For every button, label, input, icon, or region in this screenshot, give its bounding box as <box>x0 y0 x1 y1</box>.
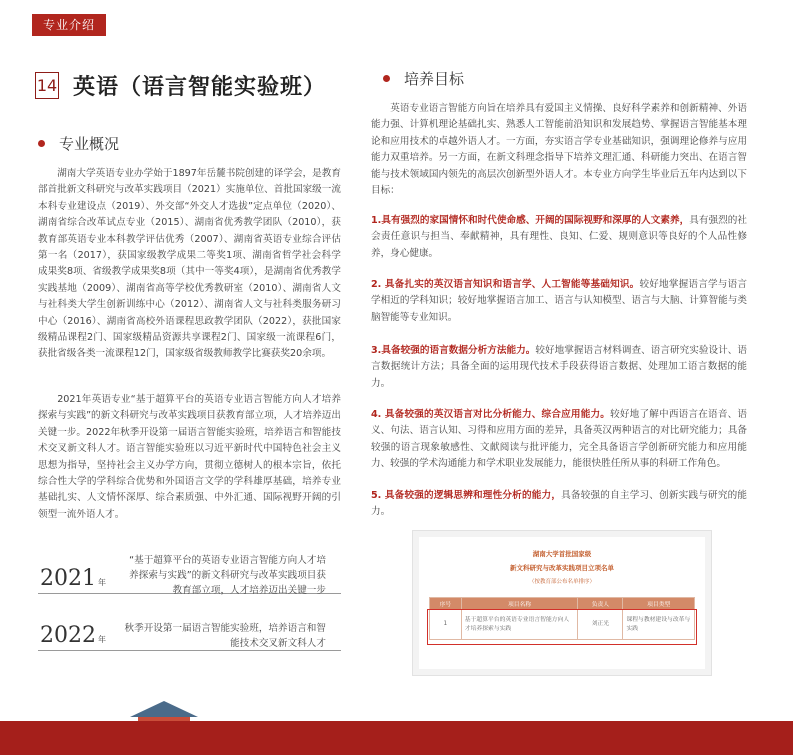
table-header-row <box>430 598 695 610</box>
overview-heading <box>38 133 119 154</box>
timeline-text-2021: “基于超算平台的英语专业语言智能方向人才培养探索与实践”的新文科研究与改革实践项目获教育部立项，人才培养迈出关键一步 <box>129 555 326 596</box>
project-list-sheet <box>419 537 705 669</box>
overview-paragraph-2: 2021年英语专业“基于超算平台的英语专业语言智能方向人才培养探索与实践”的新文科研究与改革实践项目获教育部立项，人才培养迈出关键一步。2022年秋季开设第一届语言智能实验班，培养语言和智能技术交叉新文科人才。语言智能实验班以习近平新时代中国特色社会主义思想为指导，坚持社会主义办学方向，贯彻立德树人的根本宗旨，依托综合性大学的学科综合优势和外国语言文学的学科雄厚基础，培养专业基础扎实、人文情怀深厚、综合素质强、中外汇通、国际视野开阔的引领型一流外语人才。 <box>38 394 341 520</box>
table-cell: 基于超算平台的英语专业语言智能方向人才培养探索与实践 <box>461 610 578 640</box>
goal-item-1-text: 具有强烈的社会责任意识与担当、奉献精神，具有理性、良知、仁爱、规则意识等良好的个人品性修养，身心健康。 <box>371 215 748 259</box>
page-title <box>35 70 326 101</box>
table-cell: 刘正光 <box>578 610 623 640</box>
goal-item-4-highlight: 4. 具备较强的英汉语言对比分析能力、综合应用能力。 <box>371 409 611 420</box>
bullet-dot-icon <box>383 75 390 82</box>
table-cell: 课程与教材建设与改革与实践 <box>623 610 695 640</box>
goal-item-5 <box>371 488 747 521</box>
table-header: 项目类型 <box>623 598 695 610</box>
cert-title-1: 湖南大学首批国家级 <box>532 550 592 558</box>
goal-item-1-highlight: 1.具有强烈的家国情怀和时代使命感、开阔的国际视野和深厚的人文素养， <box>371 215 690 226</box>
cert-subtitle: （按教育部公布名单排序） <box>528 579 595 585</box>
timeline-text-2022: 秋季开设第一届语言智能实验班，培养语言和智能技术交叉新文科人才 <box>124 623 326 649</box>
table-header: 项目名称 <box>461 598 578 610</box>
goal-item-3-text: 较好地掌握语言材料调查、语言研究实验设计、语言数据统计方法；具备全面的运用现代技术手段获得语言数据、处理加工语言数据的能力。 <box>371 345 748 389</box>
goal-item-5-text: 具备较强的自主学习、创新实践与研究的能力。 <box>371 490 748 518</box>
cert-title-2: 新文科研究与改革实践项目立项名单 <box>510 564 614 572</box>
title-number-badge: 14 <box>35 72 59 99</box>
goal-item-2-text: 较好地掌握语言学与语言学相近的学科知识；较好地掌握语言加工、语言与认知模型、语言与大脑、计算智能与类脑智能等专业知识。 <box>371 279 747 323</box>
title-text: 英语（语言智能实验班） <box>73 75 327 100</box>
timeline-year-2022: 2022 年 <box>40 623 106 648</box>
bullet-dot-icon <box>38 140 45 147</box>
row-highlight-box <box>427 609 697 645</box>
goals-heading <box>383 68 464 89</box>
goal-item-2-highlight: 2. 具备扎实的英汉语言知识和语言学、人工智能等基础知识。 <box>371 279 640 290</box>
overview-paragraph-1: 湖南大学英语专业办学始于1897年岳麓书院创建的译学会，是教育部首批新文科研究与改革实践项目（2021）实施单位、首批国家级一流本科专业建设点（2019）、外交部“外交人才选拔”定点单位（2020）、湖南省综合改革试点专业（2015）、湖南省优秀教学团队（2010），获教育部英语专业本科教学评估优秀（2007）、湖南省英语专业综合评估第一名（2017），获国家级教学成果二等奖1项、湖南省哲学社会科学成果奖8项、省级教学成果奖8项（其中一等奖4项），是湖南省优秀教学实践基地（2009）、湖南省高等学校优秀教研室（2010）、湖南省人文与社科类大学生创新训练中心（2012）、湖南省人文与社科类服务研习中心（2016）、湖南省高校外语课程思政教学团队（2022），获批国家级精品课程2门、国家级精品资源共享课程2门、国家级一流课程6门，获批省级各类一流课程12门，国家级省级教师教学比赛获奖20余项。 <box>38 168 341 360</box>
goal-item-3-highlight: 3.具备较强的语言数据分析方法能力。 <box>371 345 536 356</box>
overview-heading-text: 专业概况 <box>59 135 120 153</box>
table-header: 序号 <box>430 598 462 610</box>
goal-item-4 <box>371 407 747 473</box>
goals-intro: 英语专业语言智能方向旨在培养具有爱国主义情操、良好科学素养和创新精神、外语能力强、计算机理论基础扎实、熟悉人工智能前沿知识和发展趋势、掌握语言智能基本理论和应用技术的卓越外语人才。一方面，夯实语言学专业基础知识，强调理论修养与应用能力双重培养。另一方面，在新文科理念指导下培养文理汇通、科研能力突出、在语言智能与技术领域国内领先的高层次创新型外语人才。本专业方向学生毕业后五年内达到以下目标： <box>371 103 747 197</box>
goal-item-4-text: 较好地了解中西语言在语音、语义、句法、语言认知、习得和应用方面的差异，具备英汉两种语言的对比研究能力；具备较强的语言现象敏感性、文献阅读与批评能力，完全具备语言学创新研究能力和应用能力、较强的学术沟通能力和学术职业发展能力，能很快胜任所从事的科研工作角色。 <box>371 409 747 470</box>
goals-heading-text: 培养目标 <box>404 70 465 88</box>
timeline-year-2021: 2021 年 <box>40 566 106 591</box>
footer-bar <box>0 721 793 755</box>
goal-item-2 <box>371 277 747 326</box>
section-tag: 专业介绍 <box>32 14 106 36</box>
project-list-image <box>412 530 712 676</box>
table-cell: 1 <box>430 610 462 640</box>
goal-item-1 <box>371 213 747 262</box>
goal-item-3 <box>371 343 747 392</box>
table-header: 负责人 <box>578 598 623 610</box>
goal-item-5-highlight: 5. 具备较强的逻辑思辨和理性分析的能力， <box>371 490 562 501</box>
